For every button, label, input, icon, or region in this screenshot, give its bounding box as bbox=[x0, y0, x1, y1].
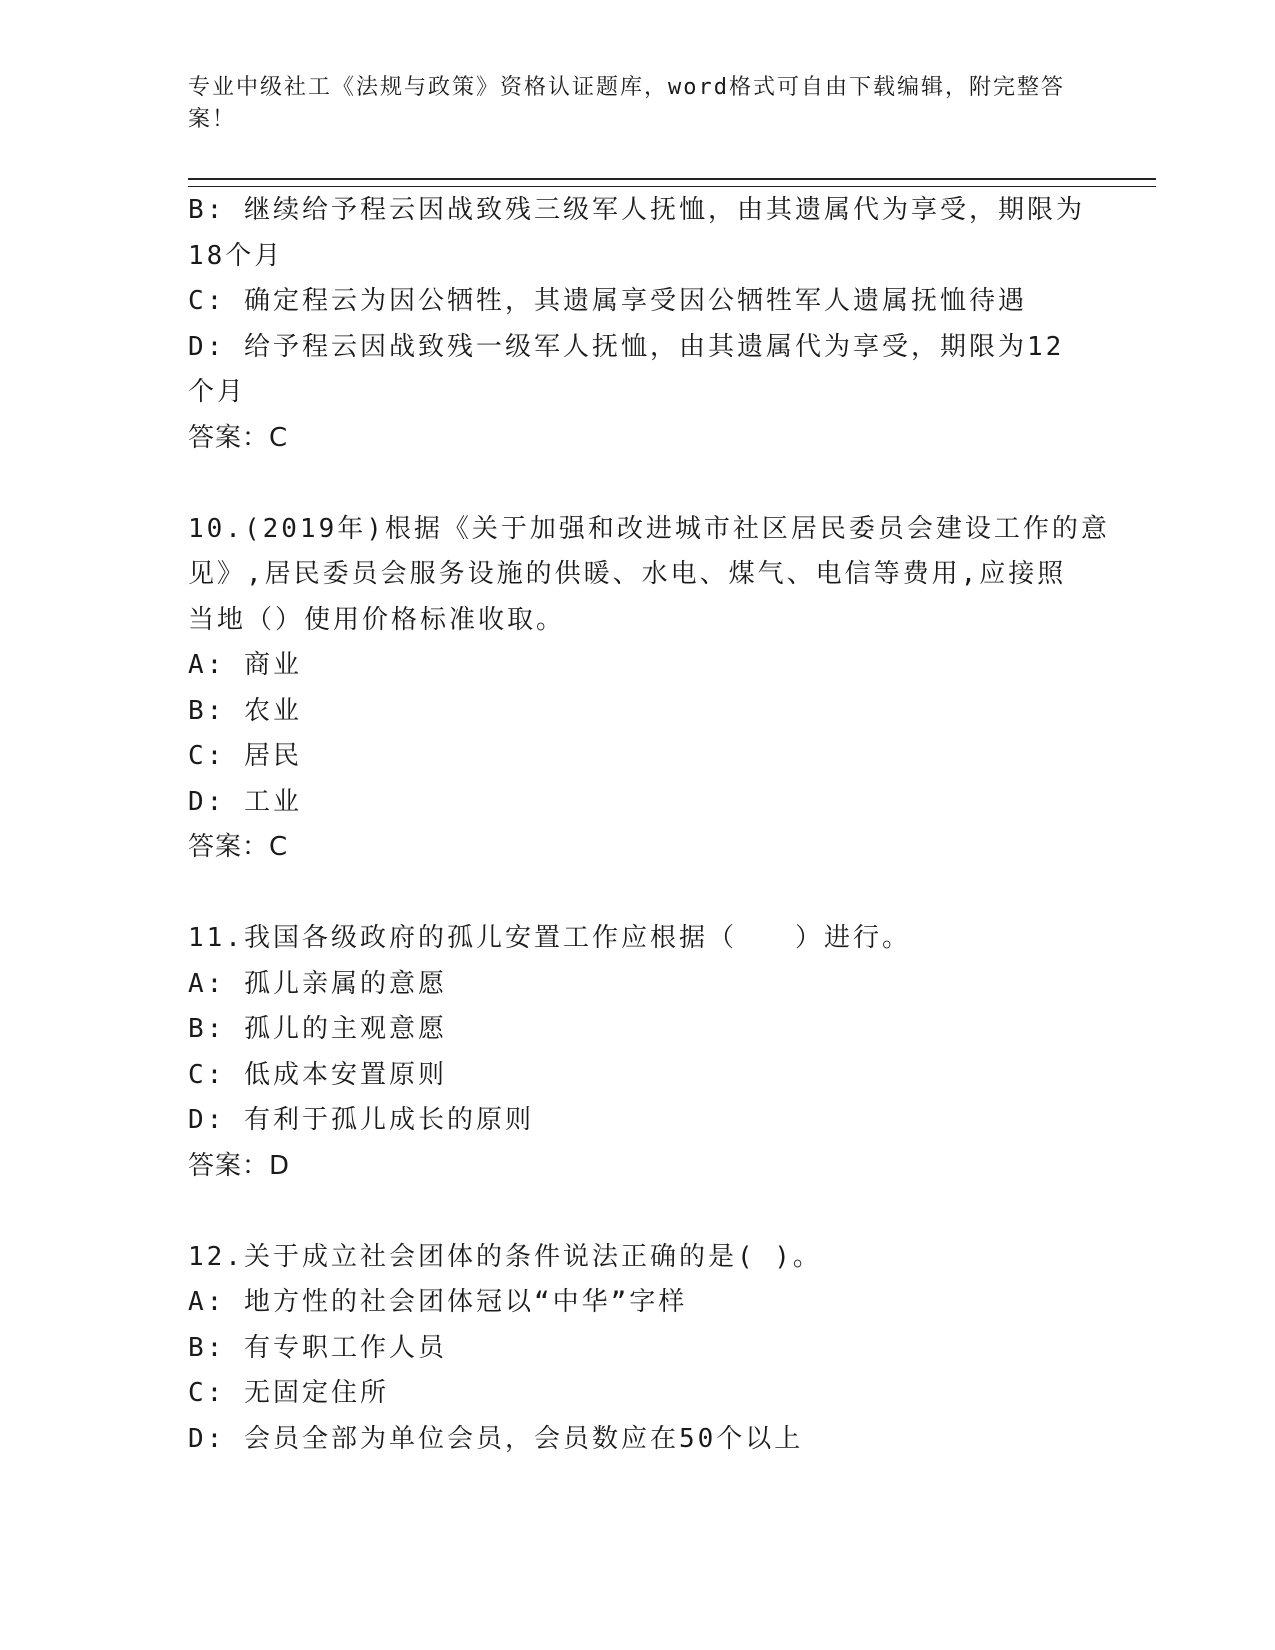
header-divider bbox=[188, 178, 1156, 187]
option-d: D: 工业 bbox=[188, 786, 302, 817]
option-c: C: 居民 bbox=[188, 741, 302, 771]
option-c: C: 低成本安置原则 bbox=[188, 1059, 447, 1090]
option-b: B: 有专职工作人员 bbox=[188, 1332, 447, 1363]
question-stem: 11.我国各级政府的孤儿安置工作应根据（ ）进行。 bbox=[188, 923, 911, 953]
question-10 bbox=[188, 507, 1110, 871]
option-b-line-2: 18个月 bbox=[188, 240, 284, 271]
answer: 答案：C bbox=[188, 832, 289, 862]
option-b: B: 农业 bbox=[188, 695, 302, 726]
option-d-line-2: 个月 bbox=[188, 377, 247, 407]
question-stem-line-3: 当地（）使用价格标准收取。 bbox=[188, 604, 566, 635]
spacer bbox=[188, 1189, 1088, 1235]
option-a: A: 地方性的社会团体冠以“中华”字样 bbox=[188, 1287, 688, 1317]
question-12 bbox=[188, 1235, 1088, 1463]
answer: 答案：C bbox=[188, 422, 289, 453]
question-9-continued bbox=[188, 188, 1088, 461]
answer: 答案：D bbox=[188, 1150, 291, 1181]
option-d: D: 有利于孤儿成长的原则 bbox=[188, 1105, 534, 1135]
question-stem-line-1: 10.(2019年)根据《关于加强和改进城市社区居民委员会建设工作的意 bbox=[188, 513, 1110, 544]
option-d-line-1: D: 给予程云因战致残一级军人抚恤，由其遗属代为享受，期限为12 bbox=[188, 331, 1065, 362]
option-a: A: 孤儿亲属的意愿 bbox=[188, 968, 447, 999]
option-c: C: 无固定住所 bbox=[188, 1378, 389, 1408]
question-stem-line-2: 见》,居民委员会服务设施的供暖、水电、煤气、电信等费用,应接照 bbox=[188, 559, 1067, 589]
question-11 bbox=[188, 916, 1088, 1189]
question-list bbox=[188, 188, 1110, 1462]
spacer bbox=[188, 461, 1088, 507]
question-stem: 12.关于成立社会团体的条件说法正确的是( )。 bbox=[188, 1241, 822, 1272]
option-d: D: 会员全部为单位会员，会员数应在50个以上 bbox=[188, 1423, 804, 1454]
option-a: A: 商业 bbox=[188, 650, 302, 680]
option-b: B: 孤儿的主观意愿 bbox=[188, 1014, 447, 1044]
option-b-line-1: B: 继续给予程云因战致残三级军人抚恤，由其遗属代为享受，期限为 bbox=[188, 195, 1085, 225]
spacer bbox=[188, 871, 1088, 917]
page-header: 专业中级社工《法规与政策》资格认证题库，word格式可自由下载编辑，附完整答案！ bbox=[188, 75, 1065, 132]
option-c: C: 确定程云为因公牺牲，其遗属享受因公牺牲军人遗属抚恤待遇 bbox=[188, 286, 1027, 316]
